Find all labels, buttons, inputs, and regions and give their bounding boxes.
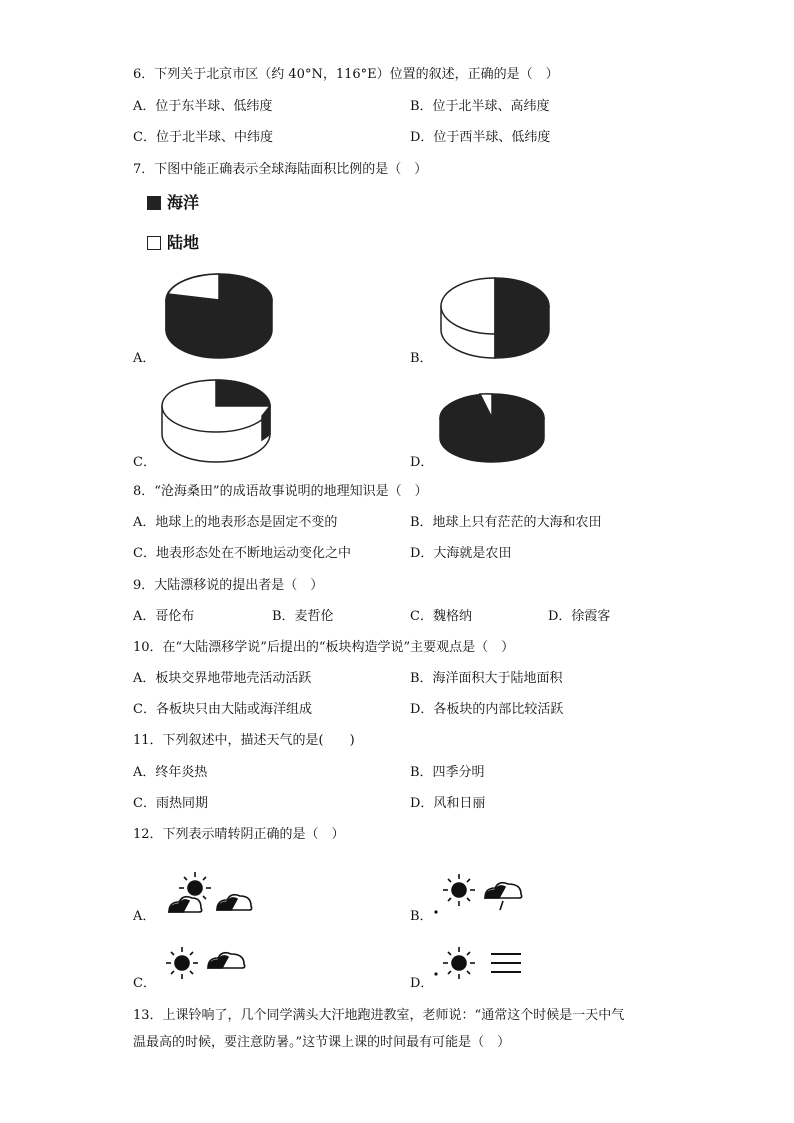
q6-option-d[interactable]: D．位于西半球、低纬度 bbox=[410, 130, 551, 145]
weather-symbols-option-b[interactable] bbox=[433, 868, 529, 918]
pie-chart-option-b[interactable] bbox=[436, 272, 554, 362]
q7-option-b-label[interactable]: B． bbox=[410, 351, 433, 366]
q8-option-a[interactable]: A．地球上的地表形态是固定不变的 bbox=[133, 515, 338, 530]
q11-stem: 11．下列叙述中，描述天气的是( ) bbox=[133, 733, 355, 748]
q7-stem: 7．下图中能正确表示全球海陆面积比例的是（ ） bbox=[133, 162, 428, 177]
q12-option-c-label[interactable]: C． bbox=[133, 976, 156, 991]
q7-option-a-label[interactable]: A． bbox=[133, 351, 156, 366]
q11-option-c[interactable]: C．雨热同期 bbox=[133, 796, 208, 811]
land-legend-label: 陆地 bbox=[167, 233, 200, 252]
q8-option-b[interactable]: B．地球上只有茫茫的大海和农田 bbox=[410, 515, 602, 530]
q9-option-a[interactable]: A．哥伦布 bbox=[133, 609, 195, 624]
q7-option-c-label[interactable]: C． bbox=[133, 455, 156, 470]
weather-symbols-option-d[interactable] bbox=[433, 938, 529, 988]
q9-option-c[interactable]: C．魏格纳 bbox=[410, 609, 472, 624]
q10-option-c[interactable]: C．各板块只由大陆或海洋组成 bbox=[133, 702, 312, 717]
q8-option-c[interactable]: C．地表形态处在不断地运动变化之中 bbox=[133, 546, 351, 561]
q6-option-c[interactable]: C．位于北半球、中纬度 bbox=[133, 130, 273, 145]
q8-stem: 8．“沧海桑田”的成语故事说明的地理知识是（ ） bbox=[133, 484, 428, 499]
q9-option-b[interactable]: B．麦哲伦 bbox=[272, 609, 334, 624]
ocean-legend-label: 海洋 bbox=[167, 193, 200, 212]
q6-option-a[interactable]: A．位于东半球、低纬度 bbox=[133, 99, 273, 114]
q11-option-d[interactable]: D．风和日丽 bbox=[410, 796, 486, 811]
q12-option-d-label[interactable]: D． bbox=[410, 976, 434, 991]
q9-stem: 9．大陆漂移说的提出者是（ ） bbox=[133, 578, 324, 593]
q9-option-d[interactable]: D．徐霞客 bbox=[548, 609, 611, 624]
q6-stem: 6．下列关于北京市区（约 40°N，116°E）位置的叙述，正确的是（ ） bbox=[133, 67, 559, 82]
q6-option-b[interactable]: B．位于北半球、高纬度 bbox=[410, 99, 550, 114]
pie-chart-option-d[interactable] bbox=[436, 390, 548, 466]
q12-option-b-label[interactable]: B． bbox=[410, 909, 433, 924]
weather-symbols-option-c[interactable] bbox=[158, 938, 254, 988]
q12-stem: 12．下列表示晴转阴正确的是（ ） bbox=[133, 827, 345, 842]
q11-option-a[interactable]: A．终年炎热 bbox=[133, 765, 208, 780]
ocean-legend-swatch bbox=[147, 196, 161, 210]
pie-chart-option-a[interactable] bbox=[160, 270, 278, 362]
q10-option-a[interactable]: A．板块交界地带地壳活动活跃 bbox=[133, 671, 312, 686]
q11-option-b[interactable]: B．四季分明 bbox=[410, 765, 485, 780]
weather-symbols-option-a[interactable] bbox=[165, 868, 257, 918]
q8-option-d[interactable]: D．大海就是农田 bbox=[410, 546, 512, 561]
pie-chart-option-c[interactable] bbox=[158, 376, 274, 464]
q13-stem-line2: 温最高的时候，要注意防暑。”这节课上课的时间最有可能是（ ） bbox=[133, 1035, 511, 1050]
land-legend-swatch bbox=[147, 236, 161, 250]
q10-option-b[interactable]: B．海洋面积大于陆地面积 bbox=[410, 671, 563, 686]
q12-option-a-label[interactable]: A． bbox=[133, 909, 156, 924]
q13-stem-line1: 13．上课铃响了，几个同学满头大汗地跑进教室，老师说：“通常这个时候是一天中气 bbox=[133, 1008, 625, 1023]
q7-option-d-label[interactable]: D． bbox=[410, 455, 434, 470]
q10-stem: 10．在“大陆漂移学说”后提出的“板块构造学说”主要观点是（ ） bbox=[133, 640, 515, 655]
q10-option-d[interactable]: D．各板块的内部比较活跃 bbox=[410, 702, 564, 717]
